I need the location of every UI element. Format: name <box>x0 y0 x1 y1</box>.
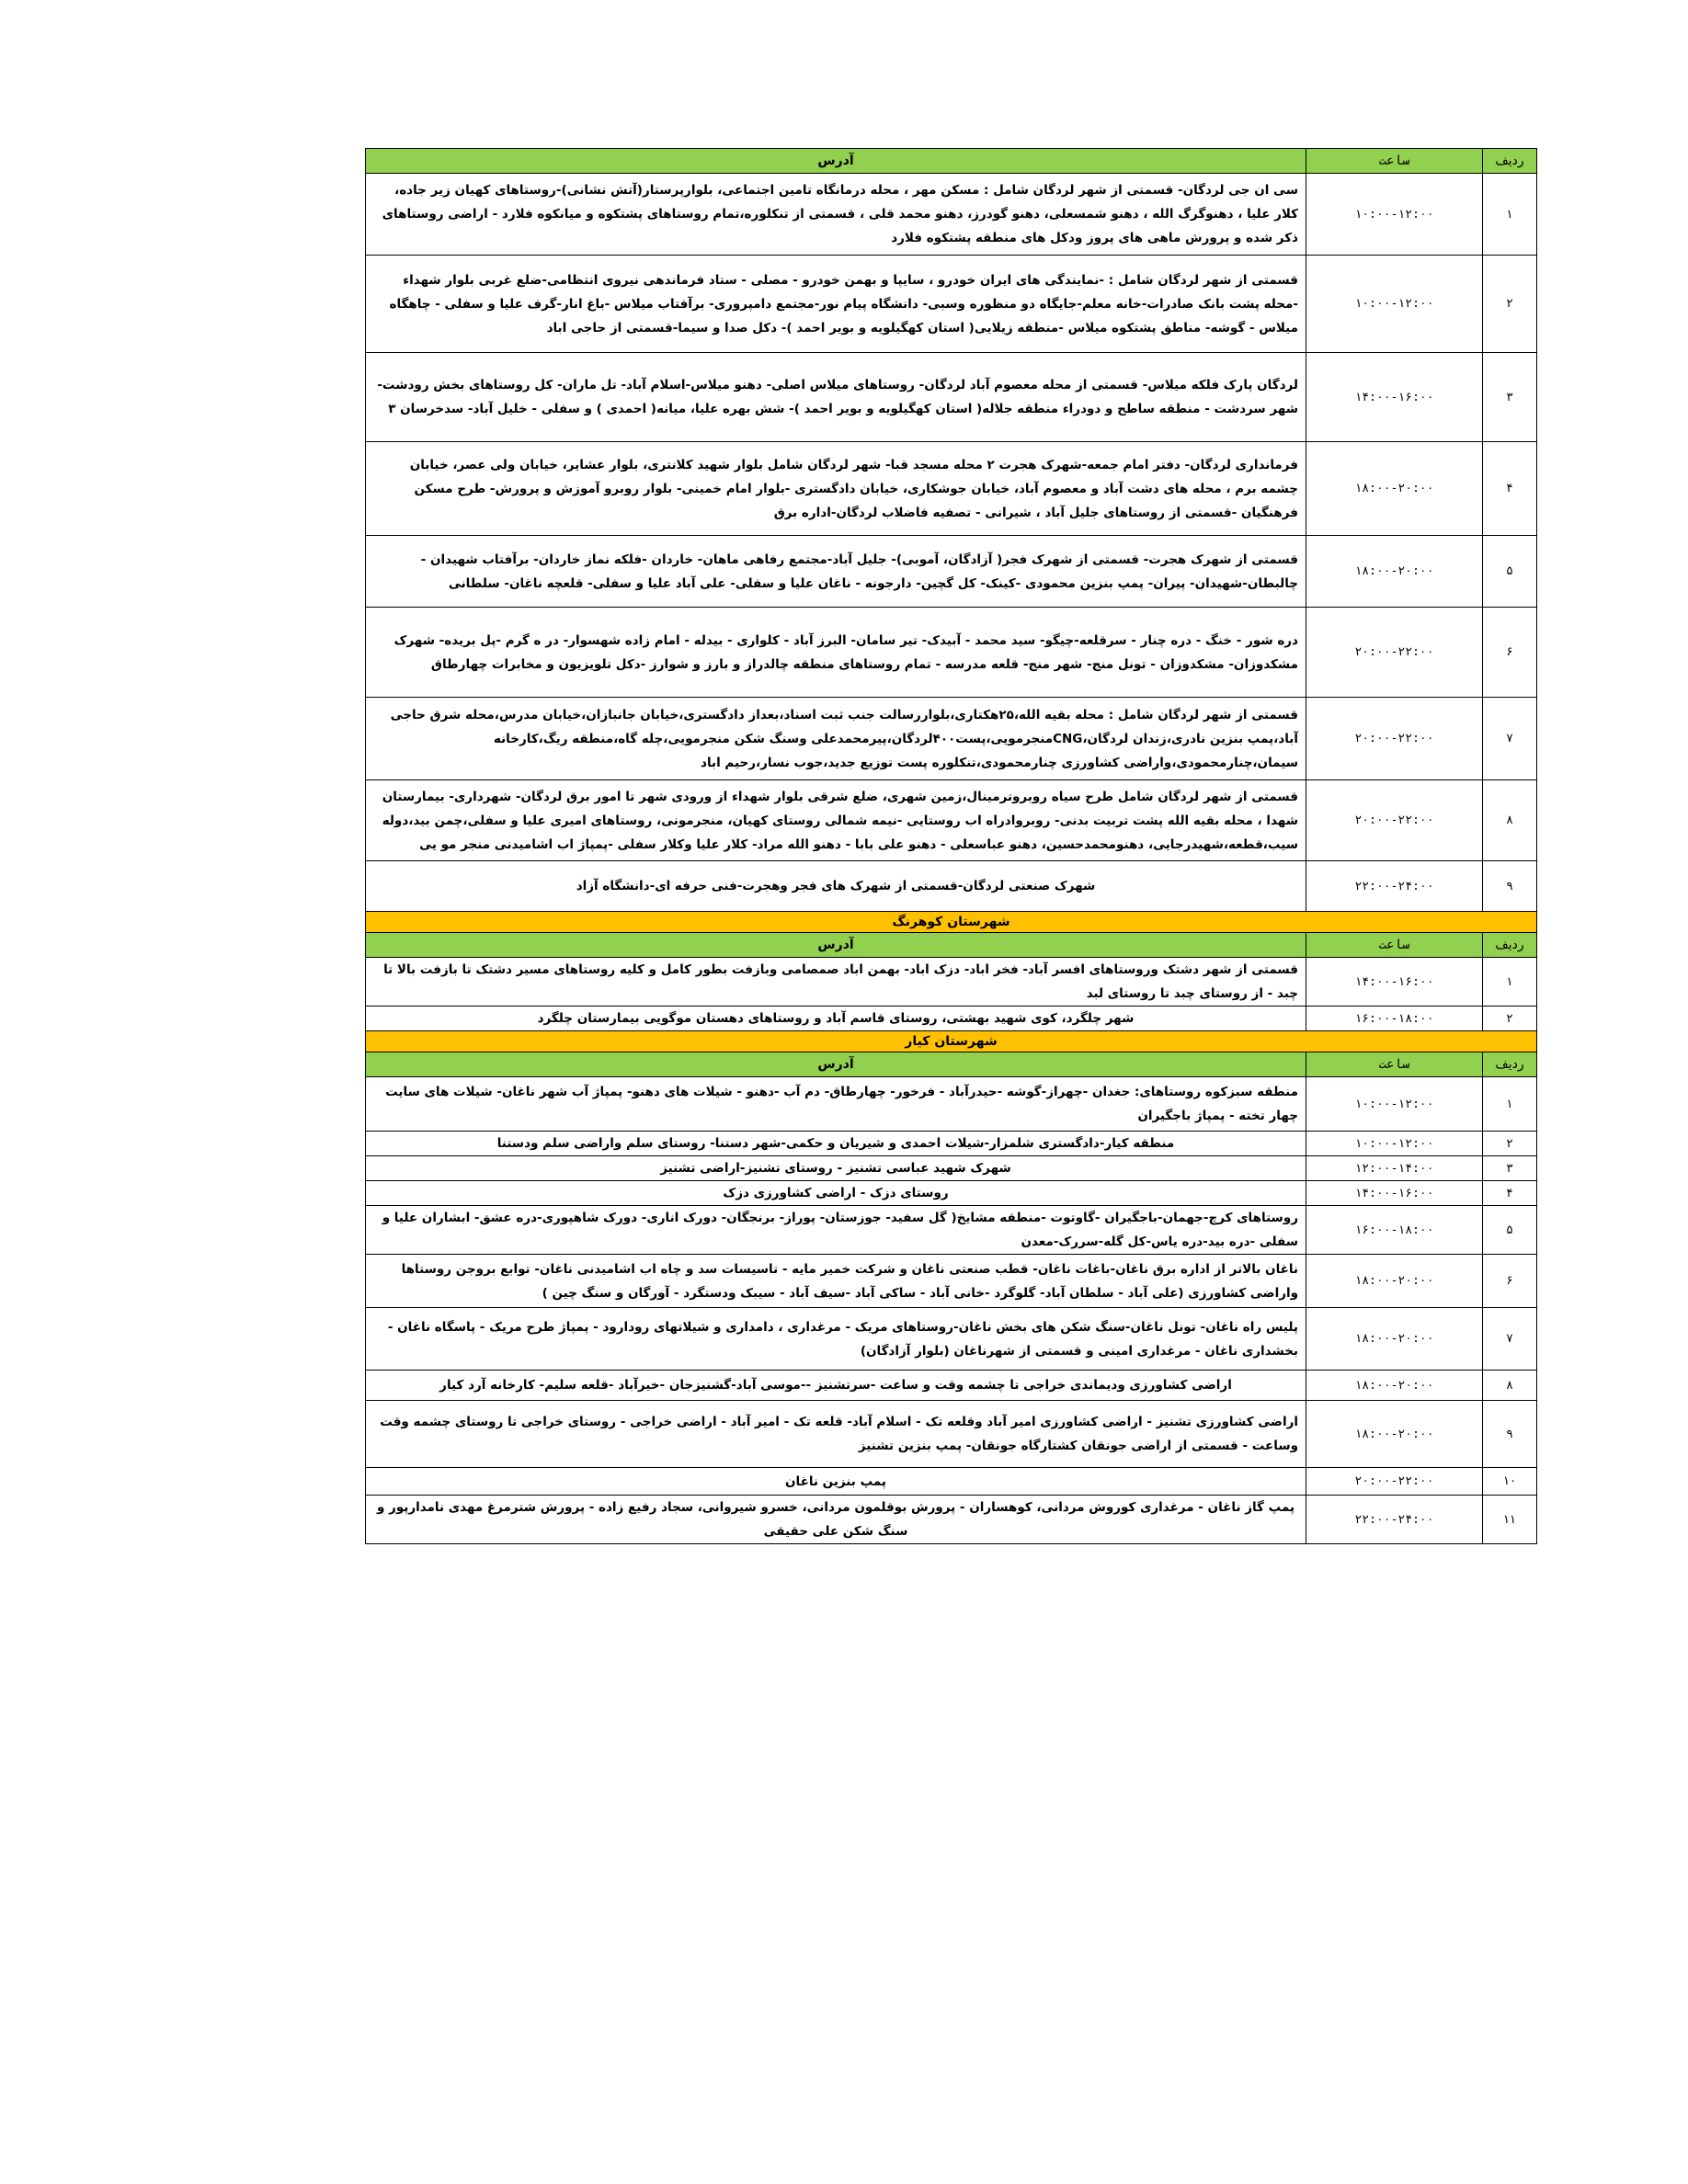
row-number: ۲ <box>1483 1132 1537 1156</box>
row-time: ۱۸:۰۰-۲۰:۰۰ <box>1306 1308 1483 1371</box>
row-address: منطقه سبزکوه روستاهای: جغدان -چهراز-گوشه -حیدرآباد - فرخور- چهارطاق- دم آب -دهنو - شیلات های دهنو- پمپاژ آب شهر ناغان- شیلات های سایت چهار تخته - پمپاژ باجگیران <box>366 1077 1306 1132</box>
table-row <box>366 698 1537 780</box>
table-row <box>366 256 1537 353</box>
row-number: ۷ <box>1483 698 1537 780</box>
header-address: آدرس <box>366 1052 1306 1077</box>
table-header-row <box>366 149 1537 174</box>
schedule-table <box>365 148 1537 1544</box>
row-number: ۶ <box>1483 1255 1537 1308</box>
header-time: ساعت <box>1306 149 1483 174</box>
table-row <box>366 1401 1537 1468</box>
table-header-row <box>366 933 1537 958</box>
table-row <box>366 1255 1537 1308</box>
row-number: ۴ <box>1483 1181 1537 1206</box>
row-address: قسمتی از شهر لردگان شامل : -نمایندگی های ایران خودرو ، سایپا و بهمن خودرو - مصلی - ستاد فرماندهی نیروی انتظامی-ضلع غربی بلوار شهداء -محله پشت بانک صادرات-خانه معلم-جایگاه دو منظوره وسبی- دانشگاه پیام نور-مجتمع دامپروری- برآفتاب میلاس -باغ انار-گرف علیا و سفلی - چاهگاه میلاس - گوشه- مناطق پشتکوه میلاس -منطقه زیلایی( استان کهگیلویه و بویر احمد )- دکل صدا و سیما-قسمتی از حاجی اباد <box>366 256 1306 353</box>
table-header-row <box>366 1052 1537 1077</box>
table-row <box>366 536 1537 608</box>
row-number: ۳ <box>1483 353 1537 442</box>
row-number: ۹ <box>1483 1401 1537 1468</box>
row-address: شهرک صنعتی لردگان-قسمتی از شهرک های فجر وهجرت-فنی حرفه ای-دانشگاه آزاد <box>366 861 1306 912</box>
header-row-number: ردیف <box>1483 933 1537 958</box>
table-row <box>366 1132 1537 1156</box>
row-time: ۱۶:۰۰-۱۸:۰۰ <box>1306 1206 1483 1255</box>
table-row <box>366 1156 1537 1181</box>
row-time: ۱۰:۰۰-۱۲:۰۰ <box>1306 174 1483 256</box>
city-header-kouhrang <box>366 912 1537 933</box>
row-number: ۱۰ <box>1483 1468 1537 1496</box>
row-time: ۱۲:۰۰-۱۴:۰۰ <box>1306 1156 1483 1181</box>
table-row <box>366 1468 1537 1496</box>
header-row-number: ردیف <box>1483 149 1537 174</box>
header-row-number: ردیف <box>1483 1052 1537 1077</box>
row-time: ۱۸:۰۰-۲۰:۰۰ <box>1306 1401 1483 1468</box>
row-time: ۲۰:۰۰-۲۲:۰۰ <box>1306 1468 1483 1496</box>
table-row <box>366 442 1537 536</box>
row-time: ۲۲:۰۰-۲۴:۰۰ <box>1306 1496 1483 1544</box>
row-address: سی ان جی لردگان- قسمتی از شهر لردگان شامل : مسکن مهر ، محله درمانگاه تامین اجتماعی، بلوارپرستار(آتش نشانی)-روستاهای کهیان زیر جاده، کلار علیا ، دهنوگرگ الله ، دهنو شمسعلی، دهنو گودرز، دهنو محمد قلی ، قسمتی از تنکلوره،تمام روستاهای پشتکوه و میانکوه فلارد - اراضی روستاهای ذکر شده و پرورش ماهی های پروز ودکل های منطقه پشتکوه فلارد <box>366 174 1306 256</box>
row-number: ۸ <box>1483 780 1537 861</box>
row-address: لردگان پارک فلکه میلاس- قسمتی از محله معصوم آباد لردگان- روستاهای میلاس اصلی- دهنو میلاس-اسلام آباد- تل ماران- کل روستاهای بخش رودشت-شهر سردشت - منطقه ساطح و دودراء منطقه جلاله( استان کهگیلویه و بویر احمد )- شش بهره علیا، میانه( احمدی ) و سفلی - خلیل آباد- سدخرسان ۳ <box>366 353 1306 442</box>
row-number: ۷ <box>1483 1308 1537 1371</box>
row-address: دره شور - خنگ - دره چنار - سرقلعه-چیگو- سید محمد - آبیدک- تیر سامان- البرز آباد - کلواری - بیدله - امام زاده شهسوار- در ه گرم -پل بریده- شهرک مشکدوزان- مشکدوزان - تونل منج- شهر منج- قلعه مدرسه - تمام روستاهای منطقه چالدراز و بارز و شوارز -دکل تلویزیون و مخابرات چهارطاق <box>366 608 1306 698</box>
row-address: روستای دزک - اراضی کشاورزی دزک <box>366 1181 1306 1206</box>
row-number: ۳ <box>1483 1156 1537 1181</box>
row-address: پلیس راه ناغان- تونل ناغان-سنگ شکن های بخش ناغان-روستاهای مریک - مرغداری ، دامداری و شیلاتهای رودارود - پمپاژ طرح مریک - پاسگاه ناغان - بخشداری ناغان - مرغداری امینی و قسمتی از شهرناغان (بلوار آزادگان) <box>366 1308 1306 1371</box>
row-time: ۱۰:۰۰-۱۲:۰۰ <box>1306 256 1483 353</box>
row-address: پمپ گاز ناغان - مرغداری کوروش مردانی، کوهساران - پرورش بوقلمون مردانی، خسرو شیروانی، سجاد رفیع زاده - پرورش شترمرغ مهدی نامدارپور و سنگ شکن علی حقیقی <box>366 1496 1306 1544</box>
row-number: ۹ <box>1483 861 1537 912</box>
city-header-kiar <box>366 1031 1537 1052</box>
row-address: پمپ بنزین ناغان <box>366 1468 1306 1496</box>
table-row <box>366 1181 1537 1206</box>
row-number: ۵ <box>1483 1206 1537 1255</box>
header-address: آدرس <box>366 149 1306 174</box>
row-address: روستاهای کرچ-جهمان-باجگیران -گاوتوت -منطقه مشایخ( گل سفید- جوزستان- پوراز- برنجگان- دورک اناری- دورک شاهپوری-دره عشق- ابشاران علیا و سفلی -دره بید-دره یاس-کل گله-سررک-معدن <box>366 1206 1306 1255</box>
row-number: ۲ <box>1483 1007 1537 1031</box>
row-number: ۱ <box>1483 1077 1537 1132</box>
row-address: فرمانداری لردگان- دفتر امام جمعه-شهرک هجرت ۲ محله مسجد قبا- شهر لردگان شامل بلوار شهید کلانتری، بلوار عشایر، خیابان ولی عصر، خیابان چشمه برم ، محله های دشت آباد و معصوم آباد، خیابان جوشکاری، خیابان دادگستری -بلوار امام خمینی- بلوار روبرو آموزش و پرورش- طرح مسکن فرهنگیان -قسمتی از روستاهای جلیل آباد ، شیرانی - تصفیه فاضلاب لردگان-اداره برق <box>366 442 1306 536</box>
row-address: منطقه کیار-دادگستری شلمزار-شیلات احمدی و شیریان و حکمی-شهر دستنا- روستای سلم واراضی سلم ودستنا <box>366 1132 1306 1156</box>
table-row <box>366 780 1537 861</box>
row-time: ۲۰:۰۰-۲۲:۰۰ <box>1306 608 1483 698</box>
header-time: ساعت <box>1306 1052 1483 1077</box>
row-number: ۸ <box>1483 1371 1537 1401</box>
row-time: ۲۰:۰۰-۲۲:۰۰ <box>1306 780 1483 861</box>
city-title: شهرستان کوهرنگ <box>366 912 1537 933</box>
row-address: شهر چلگرد، کوی شهید بهشتی، روستای قاسم آباد و روستاهای دهستان موگویی بیمارستان چلگرد <box>366 1007 1306 1031</box>
header-address: آدرس <box>366 933 1306 958</box>
table-row <box>366 608 1537 698</box>
table-row <box>366 958 1537 1007</box>
header-time: ساعت <box>1306 933 1483 958</box>
row-number: ۵ <box>1483 536 1537 608</box>
row-number: ۱ <box>1483 174 1537 256</box>
row-address: ناغان بالاتر از اداره برق ناغان-باغات ناغان- قطب صنعتی ناغان و شرکت خمیر مایه - تاسیسات سد و چاه اب اشامیدنی ناغان- توابع بروجن روستاها واراضی کشاورزی (علی آباد - سلطان آباد- گلوگرد -خانی آباد - ساکی آباد -سیف آباد - سیبک ودستگرد - آورگان و سنگ چین ) <box>366 1255 1306 1308</box>
row-address: شهرک شهید عباسی تشنیز - روستای تشنیز-اراضی تشنیز <box>366 1156 1306 1181</box>
row-time: ۱۰:۰۰-۱۲:۰۰ <box>1306 1077 1483 1132</box>
table-row <box>366 1077 1537 1132</box>
table-row <box>366 1496 1537 1544</box>
row-time: ۱۴:۰۰-۱۶:۰۰ <box>1306 353 1483 442</box>
table-row <box>366 1206 1537 1255</box>
table-row <box>366 861 1537 912</box>
table-row <box>366 1371 1537 1401</box>
row-number: ۶ <box>1483 608 1537 698</box>
row-time: ۱۸:۰۰-۲۰:۰۰ <box>1306 442 1483 536</box>
row-address: قسمتی از شهر لردگان شامل : محله بقیه الله،۲۵هکتاری،بلواررسالت جنب ثبت اسناد،بعداز دادگستری،خیابان جانبازان،خیابان مدرس،محله شرق حاجی آباد،پمپ بنزین نادری،زندان لردگان،CNGمنجرمویی،پست۴۰۰لردگان،پیرمحمدعلی وسنگ شکن منجرمویی،چله گاه،منطقه ریگ،کارخانه سیمان،چنارمحمودی،واراضی کشاورزی چنارمحمودی،تنکلوره پست توزیع جدید،جوب نسار،رحیم اباد <box>366 698 1306 780</box>
row-address: قسمتی از شهر لردگان شامل طرح سیاه روبروترمینال،زمین شهری، ضلع شرقی بلوار شهداء از ورودی شهر تا امور برق لردگان- شهرداری- بیمارستان شهدا ، محله بقیه الله پشت تربیت بدنی- روبروادراه اب روستایی -نیمه شمالی روستای کهیان، منجرمونی، روستاهای امیری علیا و سفلی،چمن بید،دوله سیب،قطعه،شهیدرجایی، دهنومحمدحسین، دهنو عباسعلی - دهنو علی بابا - دهنو الله مراد- کلار علیا وکلار سفلی -پمپاژ اب اشامیدنی منجر مو یی <box>366 780 1306 861</box>
row-time: ۱۸:۰۰-۲۰:۰۰ <box>1306 1255 1483 1308</box>
row-time: ۱۸:۰۰-۲۰:۰۰ <box>1306 536 1483 608</box>
row-address: قسمتی از شهر دشتک وروستاهای افسر آباد- فخر اباد- دزک اباد- بهمن اباد صمصامی وبازفت بطور کامل و کلیه روستاهای مسیر دشتک تا بازفت بالا تا چبد - از روستای چبد تا روستای لبد <box>366 958 1306 1007</box>
row-time: ۱۶:۰۰-۱۸:۰۰ <box>1306 1007 1483 1031</box>
table-row <box>366 1308 1537 1371</box>
row-number: ۱ <box>1483 958 1537 1007</box>
row-address: اراضی کشاورزی ودیماندی خراجی تا چشمه وقت و ساعت -سرتشنیز --موسی آباد-گشنیزجان -خیرآباد -قلعه سلیم- کارخانه آرد کیار <box>366 1371 1306 1401</box>
row-time: ۱۴:۰۰-۱۶:۰۰ <box>1306 958 1483 1007</box>
row-time: ۱۸:۰۰-۲۰:۰۰ <box>1306 1371 1483 1401</box>
row-time: ۲۰:۰۰-۲۲:۰۰ <box>1306 698 1483 780</box>
table-row <box>366 174 1537 256</box>
table-row <box>366 1007 1537 1031</box>
row-time: ۱۴:۰۰-۱۶:۰۰ <box>1306 1181 1483 1206</box>
row-address: قسمتی از شهرک هجرت- قسمتی از شهرک فجر( آزادگان، آموبی)- جلیل آباد-مجتمع رفاهی ماهان- خاردان -فلکه نماز خاردان- برآفتاب شهیدان - چالبطان-شهیدان- پیران- پمپ بنزین محمودی -کینک- کل گچین- دارجونه - ناغان علیا و سفلی- علی آباد علیا و سفلی- قلعچه ناغان- سلطانی <box>366 536 1306 608</box>
row-number: ۱۱ <box>1483 1496 1537 1544</box>
row-number: ۴ <box>1483 442 1537 536</box>
row-time: ۲۲:۰۰-۲۴:۰۰ <box>1306 861 1483 912</box>
row-time: ۱۰:۰۰-۱۲:۰۰ <box>1306 1132 1483 1156</box>
row-address: اراضی کشاورزی تشنیز - اراضی کشاورزی امیر آباد وقلعه تک - اسلام آباد- قلعه تک - امیر آباد - اراضی خراجی - روستای خراجی تا روستای چشمه وقت وساعت - قسمتی از اراضی جونقان کشتارگاه جونقان- پمپ بنزین تشنیز <box>366 1401 1306 1468</box>
city-title: شهرستان کیار <box>366 1031 1537 1052</box>
row-number: ۲ <box>1483 256 1537 353</box>
table-row <box>366 353 1537 442</box>
